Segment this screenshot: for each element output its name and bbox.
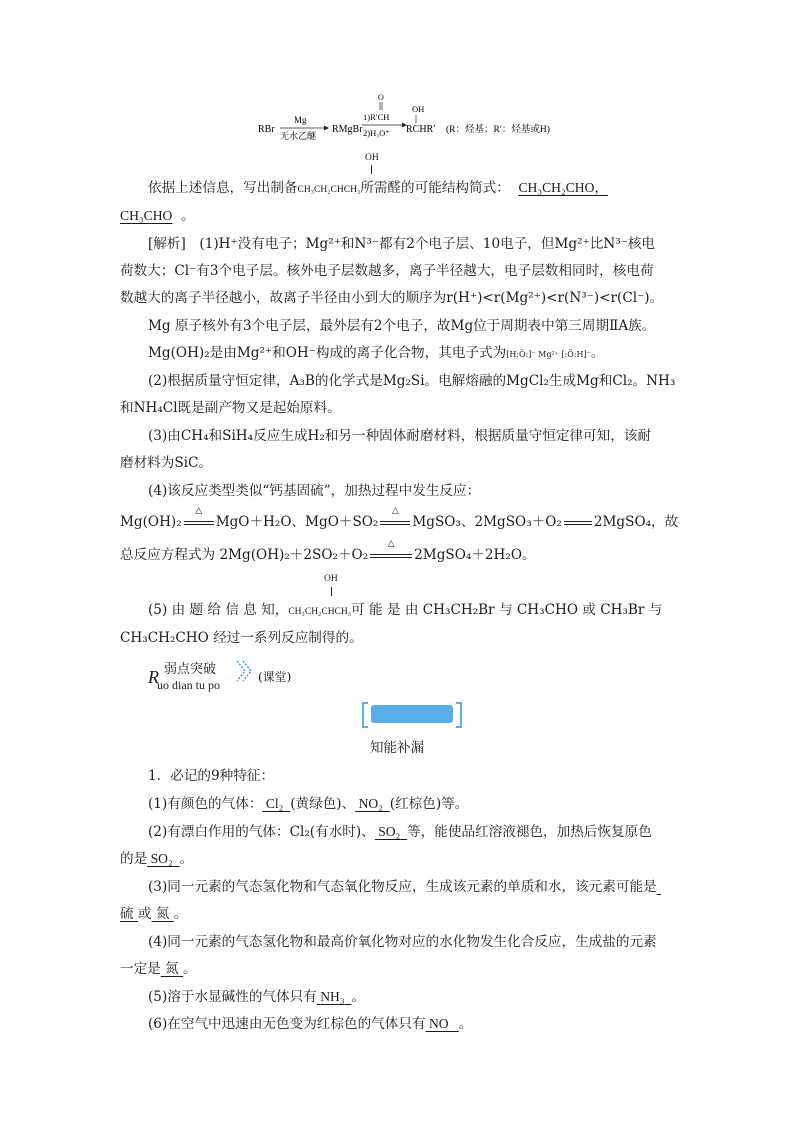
item-5: (5)溶于水显碱性的气体只有 NH₃ 。 — [148, 989, 365, 1005]
analysis-line-2: 荷数大；Cl⁻有3个电子层。核外电子层数越多，离子半径越大，电子层数相同时，核电荷 — [120, 263, 654, 279]
question-line-1 — [148, 178, 608, 200]
analysis-line-1: [解析] (1)H⁺没有电子；Mg²⁺和N³⁻都有2个电子层、10电子，但Mg²⁺比N³⁻核电 — [148, 236, 656, 252]
answer-nitrogen-a: 氮 — [155, 906, 170, 922]
question-mid: 所需醛的可能结构简式： — [360, 180, 510, 196]
answer-sulfur: 硫 — [120, 906, 134, 922]
target-formula: CH₃CH₂CHCH₃ — [297, 185, 361, 195]
solvent-label: 无水乙醚 — [280, 131, 317, 141]
item-2-cont: 的是 SO₂ 。 — [120, 851, 194, 867]
reagent-step1: 1)R′CH — [363, 112, 390, 122]
items-heading: 1．必记的9种特征： — [148, 768, 275, 784]
reagent-mg: Mg — [294, 115, 307, 125]
section-initial: R — [148, 667, 159, 687]
section-tag: (课堂) — [258, 670, 292, 684]
banner-fill — [371, 705, 453, 723]
analysis-line-5: Mg(OH)₂是由Mg²⁺和OH⁻构成的离子化合物，其电子式为[H:Ö:]⁻ Mg²⁺ [:Ö:H]⁻。 — [148, 345, 605, 361]
answer-no2: NO₂ — [358, 796, 383, 811]
product-formula: RCHR′ — [406, 124, 436, 135]
chevron-right-icon — [234, 658, 254, 684]
answer-aldehyde-1: CH₃CH₂CHO — [518, 180, 595, 195]
section-title-cn: 弱点突破 — [164, 662, 217, 677]
heat-arrow-2: △ — [378, 512, 412, 532]
electron-formula: [H:Ö:]⁻ Mg²⁺ [:Ö:H]⁻ — [506, 350, 591, 359]
item-4-cont: 一定是 氮 。 — [120, 961, 197, 977]
answer-nitrogen-b: 氮 — [165, 961, 179, 977]
analysis-line-3: 数越大的离子半径越小，故离子半径由小到大的顺序为r(H⁺)<r(Mg²⁺)<r(N³⁻)<r(Cl⁻)。 — [120, 290, 664, 306]
answer-nh3: NH₃ — [320, 989, 345, 1004]
target-oh: OH — [365, 153, 379, 163]
item-1: (1)有颜色的气体： Cl₂ (黄绿色)、 NO₂ (红棕色)等。 — [148, 796, 469, 812]
heat-arrow-3: △ — [368, 545, 414, 565]
target-bond — [371, 165, 372, 174]
total-equation-line: 总反应方程式为 2Mg(OH)₂＋2SO₂＋O₂ △ 2MgSO₄＋2H₂O。 — [120, 539, 536, 563]
heat-arrow-1: △ — [182, 512, 216, 532]
question-line-2: CH₃CHO 。 — [120, 208, 195, 224]
alcohol-bond — [331, 587, 332, 596]
banner-frame — [362, 702, 462, 726]
reagent-step2: 2)H₃O⁺ — [363, 128, 390, 138]
analysis-line-4: Mg 原子核外有3个电子层，最外层有2个电子，故Mg位于周期表中第三周期ⅡA族。 — [148, 318, 656, 334]
analysis-line-14: CH₃CH₂CHO 经过一系列反应制得的。 — [120, 630, 363, 646]
analysis-line-6: (2)根据质量守恒定律，A₃B的化学式是Mg₂Si。电解熔融的MgCl₂生成Mg和Cl₂。NH₃ — [148, 373, 676, 389]
product-note: (R：烃基；R′：烃基或H) — [446, 125, 550, 135]
grignard-rmgbr: RMgBr — [332, 124, 363, 135]
item-4: (4)同一元素的气态氢化物和最高价氧化物对应的水化物发生化合反应，生成盐的元素 — [148, 934, 657, 950]
item-6: (6)在空气中迅速由无色变为红棕色的气体只有 NO 。 — [148, 1016, 473, 1032]
alcohol-formula: CH₃CH₂CHCH₃ — [288, 607, 352, 617]
product-oh: OH — [412, 104, 425, 114]
answer-so2-b: SO₂ — [150, 851, 173, 866]
answer-so2-a: SO₂ — [378, 824, 401, 839]
item-3-cont: 硫 或 氮 。 — [120, 906, 188, 922]
analysis-line-9: 磨材料为SiC。 — [120, 455, 213, 471]
analysis-line-10: (4)该反应类型类似“钙基固硫”，加热过程中发生反应： — [148, 483, 481, 499]
answer-comma: ， — [594, 180, 608, 196]
aldehyde-o: O — [378, 93, 384, 102]
analysis-line-8: (3)由CH₄和SiH₄反应生成H₂和另一种固体耐磨材料，根据质量守恒定律可知，该耐 — [148, 428, 652, 444]
item-2: (2)有漂白作用的气体：Cl₂(有水时)、 SO₂ 等，能使品红溶液褪色，加热后恢复原色 — [148, 824, 652, 840]
answer-aldehyde-2: CH₃CHO — [120, 208, 173, 223]
reactant-rbr: RBr — [258, 124, 275, 135]
alcohol-oh: OH — [324, 574, 338, 584]
item-3: (3)同一元素的气态氢化物和气态氧化物反应，生成该元素的单质和水，该元素可能是 — [148, 879, 657, 895]
analysis-line-7: 和NH₄Cl既是副产物又是起始原料。 — [120, 400, 341, 416]
subtitle: 知能补漏 — [369, 740, 425, 756]
section-title-pinyin: uo dian tu po — [157, 678, 220, 692]
equals-sign — [564, 521, 592, 525]
answer-cl2: Cl₂ — [265, 796, 284, 811]
analysis-line-13: (5) 由 题 给 信 息 知，CH₃CH₂CHCH₃可 能 是 由 CH₃CH₂Br 与 CH₃CHO 或 CH₃Br 与 — [148, 602, 663, 618]
reaction-scheme — [250, 92, 580, 142]
equation-line: Mg(OH)₂ △ MgO＋H₂O、MgO＋SO₂ △ MgSO₃、2MgSO₃＋O₂ 2MgSO₄，故 — [120, 506, 679, 530]
answer-no: NO — [428, 1016, 449, 1031]
question-intro: 依据上述信息，写出制备 — [148, 180, 298, 196]
